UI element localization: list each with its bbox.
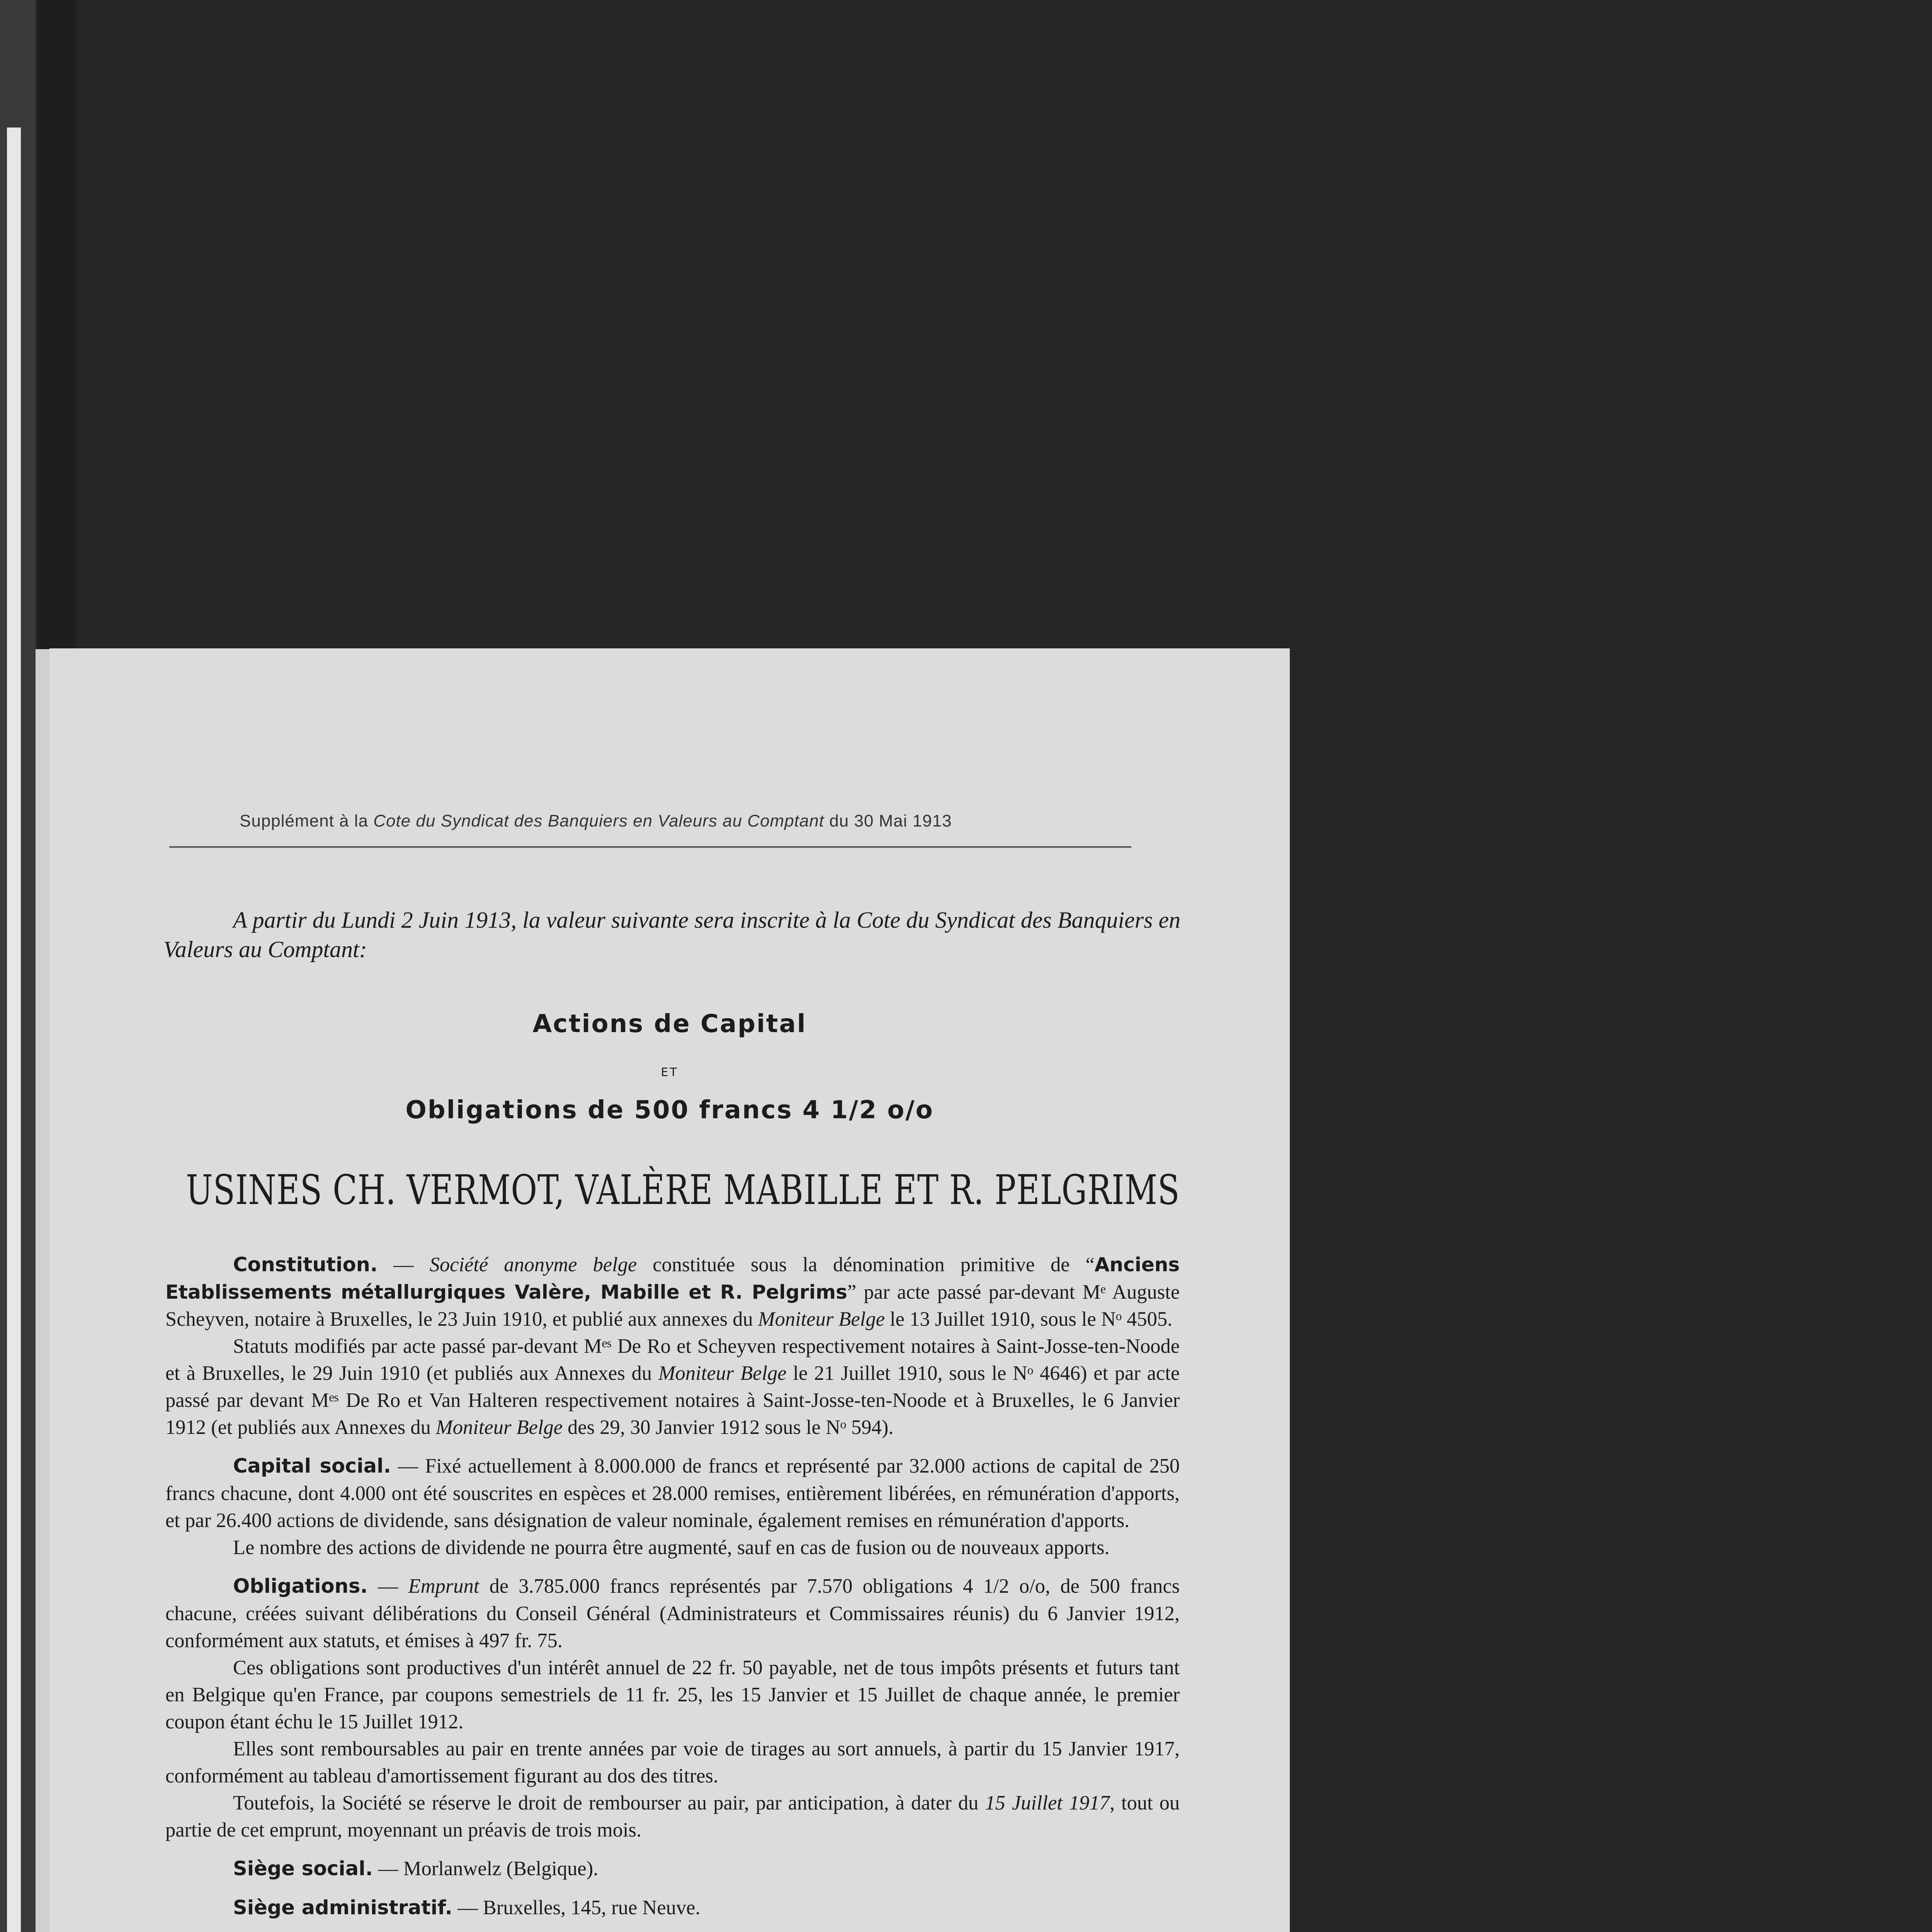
adjacent-page-edge bbox=[7, 128, 21, 1932]
interest-paragraph: Ces obligations sont productives d'un intérêt annuel de 22 fr. 50 payable, net de tous impôts présents et futurs tant en Belgique qu'en France, par coupons semestriels de 11 fr. 25, les 15 Janvier et 15 Juillet de chaque année, le premier coupon étant échu le 15 Juillet 1912. bbox=[165, 1656, 1180, 1733]
document-page bbox=[49, 648, 1290, 1932]
book-spine bbox=[36, 649, 51, 1932]
title-obligations: Obligations de 500 francs 4 1/2 o/o bbox=[405, 1096, 934, 1124]
document-body bbox=[165, 1251, 1180, 1932]
page-header: Supplément à la Cote du Syndicat des Banquiers en Valeurs au Comptant du 30 Mai 1913 bbox=[240, 811, 952, 830]
siege-admin-label: Siège administratif. bbox=[233, 1896, 452, 1919]
capital-paragraph: Capital social. — Fixé actuellement à 8.000.000 de francs et représenté par 32.000 actions de capital de 250 francs chacune, dont 4.000 ont été souscrites en espèces et 28.000 remises, entièrement libérées, en rémunération d'apports, et par 26.400 actions de dividende, sans désignation de valeur nominale, également remises en rémunération d'apports. bbox=[165, 1455, 1180, 1532]
former-company-name: Anciens Etablissements métallurgiques Valère, Mabille et R. Pelgrims bbox=[165, 1253, 1180, 1303]
title-actions: Actions de Capital bbox=[532, 1010, 807, 1038]
company-title: USINES CH. VERMOT, VALÈRE MABILLE ET R. PELGRIMS bbox=[186, 1166, 1180, 1214]
capital-label: Capital social. bbox=[233, 1455, 391, 1478]
siege-admin-line: Siège administratif. — Bruxelles, 145, rue Neuve. bbox=[233, 1896, 701, 1919]
obligations-label: Obligations. bbox=[233, 1575, 368, 1598]
redemption-paragraph: Elles sont remboursables au pair en trente années par voie de tirages au sort annuels, à partir du 15 Janvier 1917, conformément au tableau d'amortissement figurant au dos des titres. bbox=[165, 1738, 1180, 1787]
constitution-label: Constitution. bbox=[233, 1253, 378, 1276]
intro-paragraph: A partir du Lundi 2 Juin 1913, la valeur suivante sera inscrite à la Cote du Syndicat des Banquiers en Valeurs au Comptant: bbox=[163, 907, 1181, 962]
statuts-paragraph: Statuts modifiés par acte passé par-devant Mᵉˢ De Ro et Scheyven respectivement notaires à Saint-Josse-ten-Noode et à Bruxelles, le 29 Juin 1910 (et publiés aux Annexes du Moniteur Belge le 21 Juillet 1910, sous le Nᵒ 4646) et par acte passé par devant Mᵉˢ De Ro et Van Halteren respectivement notaires à Saint-Josse-ten-Noode et à Bruxelles, le 6 Janvier 1912 (et publiés aux Annexes du Moniteur Belge des 29, 30 Janvier 1912 sous le Nᵒ 594). bbox=[165, 1335, 1180, 1439]
header-rule bbox=[169, 846, 1131, 848]
capital-note-paragraph: Le nombre des actions de dividende ne pourra être augmenté, sauf en cas de fusion ou de nouveaux apports. bbox=[233, 1536, 1110, 1559]
siege-social-line: Siège social. — Morlanwelz (Belgique). bbox=[233, 1857, 599, 1880]
siege-social-label: Siège social. bbox=[233, 1857, 373, 1880]
title-conjunction: ET bbox=[661, 1066, 679, 1079]
obligations-paragraph: Obligations. — Emprunt de 3.785.000 francs représentés par 7.570 obligations 4 1/2 o/o, de 500 francs chacune, créées suivant délibérations du Conseil Général (Administrateurs et Commissaires réunis) du 6 Janvier 1912, conformément aux statuts, et émises à 497 fr. 75. bbox=[165, 1575, 1180, 1652]
constitution-paragraph: Constitution. — Société anonyme belge constituée sous la dénomination primitive de “Anciens Etablissements métallurgiques Valère, Mabille et R. Pelgrims” par acte passé par-devant Mᵉ Auguste Scheyven, notaire à Bruxelles, le 23 Juin 1910, et publié aux annexes du Moniteur Belge le 13 Juillet 1910, sous le Nᵒ 4505. bbox=[165, 1253, 1180, 1330]
early-redemption-paragraph: Toutefois, la Société se réserve le droit de rembourser au pair, par anticipation, à dater du 15 Juillet 1917, tout ou partie de cet emprunt, moyennant un préavis de trois mois. bbox=[165, 1792, 1180, 1841]
